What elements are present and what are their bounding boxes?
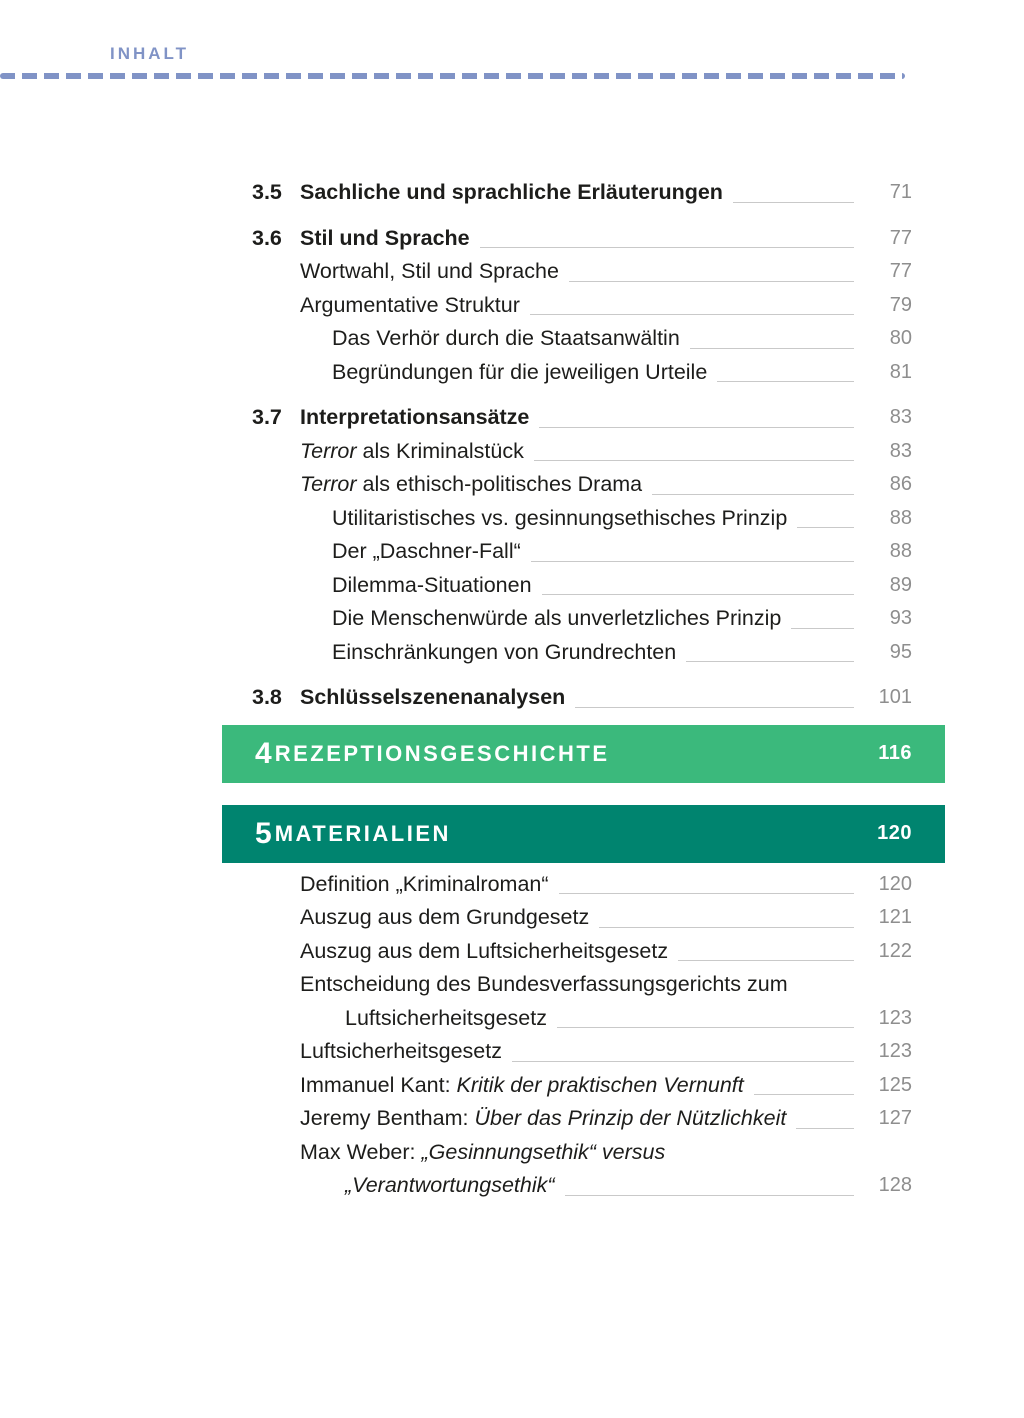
entry-title-segment: Entscheidung des Bundesverfassungsgerichts zum [300,972,788,996]
entry-title-segment: Schlüsselszenenanalysen [300,685,566,709]
leader-line [652,494,854,495]
page-number: 79 [889,293,912,316]
entry-title-segment: Argumentative Struktur [300,292,520,317]
page-number: 121 [878,906,912,928]
entry-title [300,289,520,323]
entry-title [300,222,470,256]
section-banner [222,805,945,863]
page-number: 123 [878,1006,912,1029]
entry-title-segment: Die Menschenwürde als unverletzliches Prinzip [332,606,782,630]
entry-number: 3.8 [252,685,282,709]
toc-entry [252,868,912,902]
toc-entry [252,636,912,670]
leader-line [530,314,854,315]
entry-title-segment: „Gesinnungsethik“ versus [421,1139,666,1164]
toc-entry [252,401,912,435]
toc-entry [252,356,912,390]
page-number: 127 [878,1107,912,1129]
toc-entry [252,502,912,536]
entry-title [332,322,680,356]
banner-number: 5 [255,816,272,850]
entry-title [300,468,642,502]
page-number: 77 [889,226,912,249]
entry-title-segment: „Verantwortungsethik“ [345,1173,555,1197]
toc-entry [252,1102,912,1136]
toc-entry [252,322,912,356]
toc-entry [252,468,912,502]
leader-line [717,381,854,382]
leader-line [690,348,854,349]
entry-title [345,1169,555,1203]
toc-entry [252,1069,912,1103]
entry-title [300,255,559,289]
leader-line [565,1195,854,1196]
page-number: 101 [878,686,912,708]
entry-title [332,356,707,390]
page-number: 120 [878,872,912,895]
toc-entry [252,681,912,715]
entry-title [332,535,521,569]
table-of-contents [252,176,912,1203]
page-number: 93 [889,607,912,629]
entry-title-segment: Terror [300,438,357,463]
page-number: 89 [889,573,912,596]
entry-title [332,502,787,536]
leader-line [559,893,854,894]
entry-title-segment: Über das Prinzip der Nützlichkeit [474,1106,787,1130]
entry-title [300,435,524,469]
entry-title [300,1035,502,1069]
toc-entry [252,1002,912,1036]
leader-line [733,202,854,203]
entry-title-segment: Begründungen für die jeweiligen Urteile [332,359,708,384]
page-number: 88 [889,506,912,529]
page-number: 88 [889,540,912,562]
toc-entry [252,435,912,469]
dashed-rule [0,73,905,79]
page-number: 80 [889,327,912,349]
banner-page-number: 120 [877,822,912,844]
banner-label: MATERIALIEN [274,820,451,846]
leader-line [534,460,854,461]
entry-title-segment: Einschränkungen von Grundrechten [332,639,677,664]
entry-title-segment: Definition „Kriminalroman“ [300,871,549,896]
entry-title [300,1102,786,1136]
toc-entry [252,569,912,603]
toc-entry [252,176,912,210]
page-number: 77 [889,260,912,282]
leader-line [599,927,854,928]
banner-number: 4 [255,736,272,770]
entry-title [300,681,565,715]
entry-title [300,401,529,435]
toc-entry [252,1035,912,1069]
leader-line [575,707,854,708]
entry-title-segment: Das Verhör durch die Staatsanwältin [332,326,680,350]
page-number: 123 [878,1040,912,1062]
section-banner [222,725,945,783]
leader-line [557,1027,854,1028]
entry-number: 3.6 [252,225,282,250]
toc-entry [252,935,912,969]
toc-entry [252,968,912,1002]
entry-number: 3.5 [252,180,282,204]
page-number: 81 [889,360,912,383]
page-number: 95 [889,640,912,663]
toc-entry [252,602,912,636]
page-number: 125 [878,1073,912,1096]
page-number: 83 [889,439,912,462]
leader-line [542,594,854,595]
leader-line [531,561,854,562]
page-title: INHALT [110,44,190,63]
entry-title-segment: Luftsicherheitsgesetz [300,1039,502,1063]
entry-title-segment: Auszug aus dem Luftsicherheitsgesetz [300,938,669,963]
toc-entry [252,901,912,935]
entry-title-segment: Utilitaristisches vs. gesinnungsethisches Prinzip [332,505,788,530]
page-number: 128 [878,1174,912,1196]
toc-entry [252,222,912,256]
toc-entry [252,1136,912,1170]
entry-title-segment: Jeremy Bentham: [300,1106,475,1130]
leader-line [480,247,854,248]
entry-title [300,1069,744,1103]
toc-entry [252,255,912,289]
leader-line [539,427,854,428]
leader-line [796,1128,854,1129]
entry-title [332,636,676,670]
entry-title [332,569,532,603]
entry-number: 3.7 [252,405,282,429]
entry-title-segment: Stil und Sprache [300,225,470,250]
page-number: 71 [889,181,912,203]
page-number: 122 [878,939,912,962]
leader-line [569,281,854,282]
banner-label: REZEPTIONSGESCHICHTE [274,740,610,766]
entry-title [332,602,781,636]
entry-title-segment: Kritik der praktischen Vernunft [456,1072,744,1097]
entry-title [300,901,589,935]
entry-title [300,1136,912,1170]
entry-title [300,968,912,1002]
entry-title-segment: als Kriminalstück [356,438,524,463]
entry-title-segment: Max Weber: [300,1139,422,1164]
banner-page-number: 116 [878,742,912,764]
entry-title [345,1002,547,1036]
entry-title-segment: Der „Daschner-Fall“ [332,539,521,563]
entry-title-segment: Terror [300,472,357,496]
entry-title-segment: Wortwahl, Stil und Sprache [300,259,559,283]
entry-title-segment: Dilemma-Situationen [332,572,532,597]
entry-title-segment: Luftsicherheitsgesetz [345,1005,547,1030]
entry-title [300,176,723,210]
entry-title-segment: Sachliche und sprachliche Erläuterungen [300,180,723,204]
page-number: 86 [889,473,912,495]
entry-title-segment: Auszug aus dem Grundgesetz [300,905,590,929]
entry-title [300,935,668,969]
page-number: 83 [889,406,912,428]
leader-line [791,628,854,629]
entry-title [300,868,549,902]
toc-entry [252,535,912,569]
toc-entry [252,289,912,323]
leader-line [754,1094,854,1095]
leader-line [678,960,854,961]
entry-title-segment: Interpretationsansätze [300,405,530,429]
entry-title-segment: als ethisch-politisches Drama [356,472,643,496]
toc-entry [252,1169,912,1203]
leader-line [512,1061,854,1062]
leader-line [797,527,854,528]
leader-line [686,661,854,662]
entry-title-segment: Immanuel Kant: [300,1072,457,1097]
